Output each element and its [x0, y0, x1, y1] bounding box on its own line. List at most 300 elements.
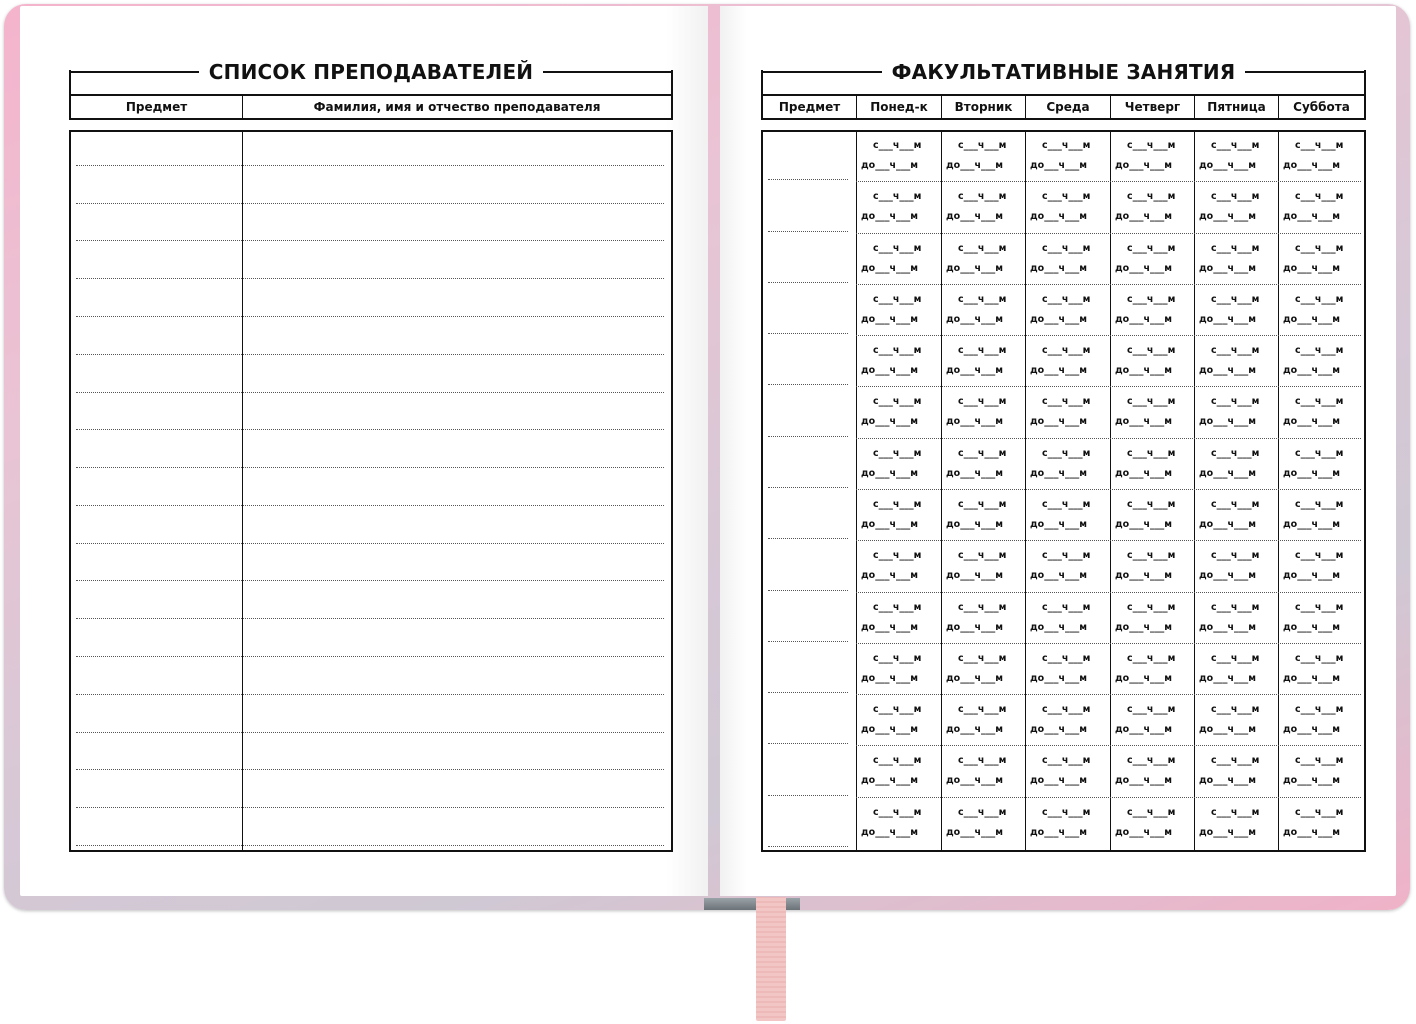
bookmark-ribbon[interactable]	[756, 897, 786, 1021]
time-slot[interactable]	[944, 696, 1028, 744]
time-slot[interactable]	[1028, 286, 1112, 334]
time-from[interactable]: с___ч___м	[1211, 447, 1260, 459]
time-slot[interactable]	[1197, 388, 1281, 436]
time-slot[interactable]	[1113, 235, 1197, 283]
time-slot[interactable]	[1281, 799, 1365, 847]
time-slot[interactable]	[944, 235, 1028, 283]
writing-line[interactable]	[76, 845, 664, 846]
time-slot[interactable]	[859, 542, 943, 590]
time-from[interactable]: с___ч___м	[873, 345, 922, 357]
time-slot[interactable]	[1281, 388, 1365, 436]
time-from[interactable]: с___ч___м	[1042, 704, 1091, 716]
time-from[interactable]: с___ч___м	[1295, 396, 1344, 408]
page-title: ФАКУЛЬТАТИВНЫЕ ЗАНЯТИЯ	[891, 60, 1236, 84]
time-from[interactable]: с___ч___м	[958, 447, 1007, 459]
time-slot[interactable]	[1281, 337, 1365, 385]
time-to[interactable]: до___ч___м	[1030, 672, 1087, 684]
time-slot[interactable]	[1028, 542, 1112, 590]
time-slot[interactable]	[1113, 132, 1197, 180]
time-slot[interactable]	[1197, 696, 1281, 744]
time-slot[interactable]	[1281, 747, 1365, 795]
time-slot[interactable]	[944, 440, 1028, 488]
time-slot[interactable]	[1028, 747, 1112, 795]
time-slot[interactable]	[1197, 235, 1281, 283]
time-to[interactable]: до___ч___м	[1199, 724, 1256, 736]
time-from[interactable]: с___ч___м	[1295, 704, 1344, 716]
time-slot[interactable]	[1197, 183, 1281, 231]
time-to[interactable]: до___ч___м	[1030, 416, 1087, 428]
time-to[interactable]: до___ч___м	[946, 621, 1003, 633]
time-from[interactable]: с___ч___м	[958, 550, 1007, 562]
time-slot[interactable]	[1028, 645, 1112, 693]
time-to[interactable]: до___ч___м	[1199, 570, 1256, 582]
writing-line[interactable]	[76, 467, 664, 468]
time-to[interactable]: до___ч___м	[1030, 519, 1087, 530]
time-from[interactable]: с___ч___м	[1042, 447, 1091, 459]
subject-writing-line[interactable]	[768, 795, 848, 796]
time-slot[interactable]	[1028, 696, 1112, 744]
writing-line[interactable]	[76, 656, 664, 657]
time-from[interactable]: с___ч___м	[1211, 345, 1260, 357]
subject-writing-line[interactable]	[768, 384, 848, 385]
time-slot[interactable]	[1197, 286, 1281, 334]
subject-writing-line[interactable]	[768, 743, 848, 744]
time-slot[interactable]	[1113, 696, 1197, 744]
time-to[interactable]: до___ч___м	[1199, 365, 1256, 377]
time-to[interactable]: до___ч___м	[1283, 211, 1340, 223]
time-slot[interactable]	[859, 594, 943, 642]
time-from[interactable]: с___ч___м	[1295, 499, 1344, 510]
time-to[interactable]: до___ч___м	[1115, 313, 1172, 325]
time-from[interactable]: с___ч___м	[1127, 140, 1176, 151]
time-slot[interactable]	[1281, 183, 1365, 231]
time-slot[interactable]	[1281, 594, 1365, 642]
time-slot[interactable]	[944, 183, 1028, 231]
subject-writing-line[interactable]	[768, 436, 848, 437]
time-slot[interactable]	[1197, 747, 1281, 795]
time-to[interactable]: до___ч___м	[946, 467, 1003, 479]
time-from[interactable]: с___ч___м	[873, 191, 922, 203]
time-to[interactable]: до___ч___м	[861, 467, 918, 479]
time-slot[interactable]	[1197, 594, 1281, 642]
time-to[interactable]: до___ч___м	[1030, 365, 1087, 377]
subject-writing-line[interactable]	[768, 179, 848, 180]
time-to[interactable]: до___ч___м	[1199, 826, 1256, 838]
time-to[interactable]: до___ч___м	[1283, 724, 1340, 736]
time-to[interactable]: до___ч___м	[946, 775, 1003, 787]
time-to[interactable]: до___ч___м	[1283, 160, 1340, 171]
time-to[interactable]: до___ч___м	[1283, 519, 1340, 530]
writing-line[interactable]	[76, 543, 664, 544]
time-from[interactable]: с___ч___м	[1127, 447, 1176, 459]
time-slot[interactable]	[944, 132, 1028, 180]
time-from[interactable]: с___ч___м	[958, 345, 1007, 357]
time-to[interactable]: до___ч___м	[861, 672, 918, 684]
column-header: Среда	[1026, 96, 1111, 118]
time-from[interactable]: с___ч___м	[1127, 550, 1176, 562]
writing-line[interactable]	[76, 203, 664, 204]
left-page	[20, 6, 708, 896]
time-to[interactable]: до___ч___м	[1030, 570, 1087, 582]
time-to[interactable]: до___ч___м	[1115, 621, 1172, 633]
time-slot[interactable]	[1113, 747, 1197, 795]
time-from[interactable]: с___ч___м	[1211, 806, 1260, 818]
writing-line[interactable]	[76, 580, 664, 581]
time-from[interactable]: с___ч___м	[1211, 140, 1260, 151]
subject-writing-line[interactable]	[768, 333, 848, 334]
time-to[interactable]: до___ч___м	[861, 416, 918, 428]
time-from[interactable]: с___ч___м	[1127, 499, 1176, 510]
subject-writing-line[interactable]	[768, 282, 848, 283]
subject-writing-line[interactable]	[768, 846, 848, 847]
time-to[interactable]: до___ч___м	[946, 570, 1003, 582]
time-to[interactable]: до___ч___м	[946, 313, 1003, 325]
time-slot[interactable]	[1281, 440, 1365, 488]
time-slot[interactable]	[1281, 491, 1365, 539]
time-to[interactable]: до___ч___м	[1115, 826, 1172, 838]
time-to[interactable]: до___ч___м	[1199, 416, 1256, 428]
writing-line[interactable]	[76, 769, 664, 770]
row-divider	[856, 643, 1361, 644]
time-slot[interactable]	[1197, 132, 1281, 180]
time-to[interactable]: до___ч___м	[1199, 211, 1256, 223]
time-slot[interactable]	[1113, 337, 1197, 385]
time-from[interactable]: с___ч___м	[1127, 345, 1176, 357]
time-from[interactable]: с___ч___м	[1211, 242, 1260, 254]
time-to[interactable]: до___ч___м	[1030, 313, 1087, 325]
time-to[interactable]: до___ч___м	[1199, 621, 1256, 633]
time-slot[interactable]	[859, 183, 943, 231]
time-slot[interactable]	[859, 132, 943, 180]
time-to[interactable]: до___ч___м	[861, 365, 918, 377]
time-slot[interactable]	[859, 337, 943, 385]
time-from[interactable]: с___ч___м	[958, 140, 1007, 151]
time-slot[interactable]	[1281, 286, 1365, 334]
time-to[interactable]: до___ч___м	[861, 570, 918, 582]
time-from[interactable]: с___ч___м	[873, 447, 922, 459]
time-to[interactable]: до___ч___м	[1283, 313, 1340, 325]
time-from[interactable]: с___ч___м	[1042, 140, 1091, 151]
time-to[interactable]: до___ч___м	[1030, 211, 1087, 223]
writing-line[interactable]	[76, 732, 664, 733]
time-to[interactable]: до___ч___м	[1115, 724, 1172, 736]
column-header: Четверг	[1111, 96, 1195, 118]
time-slot[interactable]	[944, 388, 1028, 436]
time-slot[interactable]	[859, 388, 943, 436]
time-from[interactable]: с___ч___м	[1295, 140, 1344, 151]
time-from[interactable]: с___ч___м	[1127, 755, 1176, 767]
time-to[interactable]: до___ч___м	[1283, 467, 1340, 479]
time-to[interactable]: до___ч___м	[1283, 365, 1340, 377]
time-from[interactable]: с___ч___м	[958, 601, 1007, 613]
time-from[interactable]: с___ч___м	[1211, 293, 1260, 305]
time-to[interactable]: до___ч___м	[1283, 621, 1340, 633]
subject-writing-line[interactable]	[768, 692, 848, 693]
time-slot[interactable]	[1028, 491, 1112, 539]
time-from[interactable]: с___ч___м	[1295, 755, 1344, 767]
time-from[interactable]: с___ч___м	[1211, 550, 1260, 562]
row-divider	[856, 797, 1361, 798]
time-from[interactable]: с___ч___м	[1042, 499, 1091, 510]
time-slot[interactable]	[859, 440, 943, 488]
time-slot[interactable]	[1197, 645, 1281, 693]
time-slot[interactable]	[1281, 235, 1365, 283]
time-to[interactable]: до___ч___м	[1030, 826, 1087, 838]
writing-line[interactable]	[76, 165, 664, 166]
time-from[interactable]: с___ч___м	[958, 704, 1007, 716]
row-divider	[856, 489, 1361, 490]
time-slot[interactable]	[1197, 440, 1281, 488]
writing-line[interactable]	[76, 316, 664, 317]
time-from[interactable]: с___ч___м	[1127, 242, 1176, 254]
time-to[interactable]: до___ч___м	[1030, 467, 1087, 479]
time-from[interactable]: с___ч___м	[1211, 396, 1260, 408]
time-to[interactable]: до___ч___м	[1115, 467, 1172, 479]
time-slot[interactable]	[859, 747, 943, 795]
time-slot[interactable]	[1113, 645, 1197, 693]
time-to[interactable]: до___ч___м	[1115, 416, 1172, 428]
time-slot[interactable]	[1028, 799, 1112, 847]
subject-writing-line[interactable]	[768, 231, 848, 232]
time-slot[interactable]	[859, 799, 943, 847]
time-to[interactable]: до___ч___м	[861, 519, 918, 530]
time-slot[interactable]	[1113, 286, 1197, 334]
time-to[interactable]: до___ч___м	[946, 672, 1003, 684]
writing-line[interactable]	[76, 505, 664, 506]
writing-line[interactable]	[76, 429, 664, 430]
time-from[interactable]: с___ч___м	[1042, 755, 1091, 767]
time-to[interactable]: до___ч___м	[861, 724, 918, 736]
time-to[interactable]: до___ч___м	[1030, 775, 1087, 787]
time-from[interactable]: с___ч___м	[958, 755, 1007, 767]
time-from[interactable]: с___ч___м	[1042, 242, 1091, 254]
time-slot[interactable]	[944, 286, 1028, 334]
time-from[interactable]: с___ч___м	[1127, 601, 1176, 613]
time-from[interactable]: с___ч___м	[1042, 191, 1091, 203]
time-from[interactable]: с___ч___м	[1295, 242, 1344, 254]
time-to[interactable]: до___ч___м	[1283, 672, 1340, 684]
time-to[interactable]: до___ч___м	[946, 416, 1003, 428]
writing-line[interactable]	[76, 240, 664, 241]
subject-writing-line[interactable]	[768, 538, 848, 539]
time-from[interactable]: с___ч___м	[1042, 550, 1091, 562]
time-to[interactable]: до___ч___м	[1115, 160, 1172, 171]
time-to[interactable]: до___ч___м	[1199, 262, 1256, 274]
time-slot[interactable]	[859, 491, 943, 539]
time-from[interactable]: с___ч___м	[1295, 550, 1344, 562]
time-to[interactable]: до___ч___м	[1199, 467, 1256, 479]
time-slot[interactable]	[1113, 440, 1197, 488]
title-rule-left	[69, 71, 199, 73]
title-rule-left	[761, 71, 882, 73]
time-from[interactable]: с___ч___м	[1127, 191, 1176, 203]
time-to[interactable]: до___ч___м	[861, 262, 918, 274]
time-to[interactable]: до___ч___м	[946, 211, 1003, 223]
time-slot[interactable]	[1281, 542, 1365, 590]
time-to[interactable]: до___ч___м	[1199, 160, 1256, 171]
time-from[interactable]: с___ч___м	[1127, 652, 1176, 664]
time-slot[interactable]	[859, 696, 943, 744]
time-to[interactable]: до___ч___м	[1199, 313, 1256, 325]
time-to[interactable]: до___ч___м	[946, 826, 1003, 838]
time-slot[interactable]	[1281, 645, 1365, 693]
time-from[interactable]: с___ч___м	[958, 293, 1007, 305]
time-slot[interactable]	[944, 594, 1028, 642]
time-from[interactable]: с___ч___м	[958, 806, 1007, 818]
time-slot[interactable]	[944, 491, 1028, 539]
time-to[interactable]: до___ч___м	[1115, 262, 1172, 274]
time-to[interactable]: до___ч___м	[1030, 262, 1087, 274]
time-from[interactable]: с___ч___м	[873, 396, 922, 408]
time-slot[interactable]	[1028, 594, 1112, 642]
time-slot[interactable]	[944, 337, 1028, 385]
row-divider	[856, 745, 1361, 746]
time-slot[interactable]	[1113, 542, 1197, 590]
time-to[interactable]: до___ч___м	[861, 211, 918, 223]
time-from[interactable]: с___ч___м	[1295, 601, 1344, 613]
time-to[interactable]: до___ч___м	[1283, 262, 1340, 274]
time-to[interactable]: до___ч___м	[1199, 519, 1256, 530]
time-from[interactable]: с___ч___м	[1211, 499, 1260, 510]
time-from[interactable]: с___ч___м	[958, 499, 1007, 510]
time-from[interactable]: с___ч___м	[1295, 447, 1344, 459]
time-slot[interactable]	[944, 747, 1028, 795]
time-to[interactable]: до___ч___м	[946, 365, 1003, 377]
column-header: Предмет	[763, 96, 857, 118]
time-slot[interactable]	[1028, 235, 1112, 283]
time-to[interactable]: до___ч___м	[1115, 672, 1172, 684]
time-slot[interactable]	[859, 645, 943, 693]
title-rule-right	[543, 71, 673, 73]
writing-line[interactable]	[76, 278, 664, 279]
time-from[interactable]: с___ч___м	[873, 140, 922, 151]
time-from[interactable]: с___ч___м	[1295, 806, 1344, 818]
time-to[interactable]: до___ч___м	[1030, 621, 1087, 633]
time-slot[interactable]	[1197, 542, 1281, 590]
time-to[interactable]: до___ч___м	[946, 724, 1003, 736]
time-from[interactable]: с___ч___м	[873, 601, 922, 613]
time-to[interactable]: до___ч___м	[1283, 416, 1340, 428]
time-to[interactable]: до___ч___м	[1115, 775, 1172, 787]
time-from[interactable]: с___ч___м	[873, 755, 922, 767]
time-slot[interactable]	[1028, 183, 1112, 231]
time-from[interactable]: с___ч___м	[1127, 293, 1176, 305]
time-to[interactable]: до___ч___м	[861, 313, 918, 325]
time-slot[interactable]	[1113, 594, 1197, 642]
time-slot[interactable]	[1028, 388, 1112, 436]
time-from[interactable]: с___ч___м	[873, 652, 922, 664]
time-from[interactable]: с___ч___м	[1042, 345, 1091, 357]
time-slot[interactable]	[1281, 132, 1365, 180]
time-from[interactable]: с___ч___м	[958, 652, 1007, 664]
time-to[interactable]: до___ч___м	[1115, 519, 1172, 530]
time-slot[interactable]	[944, 645, 1028, 693]
writing-line[interactable]	[76, 354, 664, 355]
time-from[interactable]: с___ч___м	[1042, 652, 1091, 664]
writing-line[interactable]	[76, 807, 664, 808]
time-from[interactable]: с___ч___м	[1295, 191, 1344, 203]
time-slot[interactable]	[1028, 132, 1112, 180]
time-to[interactable]: до___ч___м	[946, 160, 1003, 171]
time-from[interactable]: с___ч___м	[1211, 601, 1260, 613]
time-to[interactable]: до___ч___м	[1283, 570, 1340, 582]
time-slot[interactable]	[1113, 388, 1197, 436]
time-to[interactable]: до___ч___м	[1199, 775, 1256, 787]
time-slot[interactable]	[1113, 491, 1197, 539]
time-from[interactable]: с___ч___м	[1211, 652, 1260, 664]
time-to[interactable]: до___ч___м	[1115, 570, 1172, 582]
time-slot[interactable]	[1028, 337, 1112, 385]
time-to[interactable]: до___ч___м	[1115, 365, 1172, 377]
time-slot[interactable]	[944, 542, 1028, 590]
time-from[interactable]: с___ч___м	[1295, 345, 1344, 357]
time-to[interactable]: до___ч___м	[1115, 211, 1172, 223]
time-from[interactable]: с___ч___м	[873, 806, 922, 818]
time-slot[interactable]	[1197, 799, 1281, 847]
time-from[interactable]: с___ч___м	[1211, 191, 1260, 203]
subject-writing-line[interactable]	[768, 590, 848, 591]
time-from[interactable]: с___ч___м	[958, 242, 1007, 254]
time-slot[interactable]	[1113, 799, 1197, 847]
time-to[interactable]: до___ч___м	[946, 262, 1003, 274]
time-to[interactable]: до___ч___м	[1030, 724, 1087, 736]
time-from[interactable]: с___ч___м	[1295, 293, 1344, 305]
teachers-grid	[69, 130, 673, 852]
time-slot[interactable]	[1197, 491, 1281, 539]
time-from[interactable]: с___ч___м	[958, 191, 1007, 203]
time-from[interactable]: с___ч___м	[1042, 293, 1091, 305]
teachers-title-row	[69, 60, 673, 84]
time-to[interactable]: до___ч___м	[861, 775, 918, 787]
time-to[interactable]: до___ч___м	[861, 621, 918, 633]
time-from[interactable]: с___ч___м	[1042, 806, 1091, 818]
time-from[interactable]: с___ч___м	[1127, 704, 1176, 716]
time-slot[interactable]	[1197, 337, 1281, 385]
time-from[interactable]: с___ч___м	[1211, 755, 1260, 767]
time-from[interactable]: с___ч___м	[873, 242, 922, 254]
time-from[interactable]: с___ч___м	[1042, 601, 1091, 613]
time-from[interactable]: с___ч___м	[873, 499, 922, 510]
time-from[interactable]: с___ч___м	[1042, 396, 1091, 408]
subject-writing-line[interactable]	[768, 641, 848, 642]
time-to[interactable]: до___ч___м	[1283, 775, 1340, 787]
time-from[interactable]: с___ч___м	[1127, 806, 1176, 818]
writing-line[interactable]	[76, 694, 664, 695]
time-from[interactable]: с___ч___м	[1211, 704, 1260, 716]
writing-line[interactable]	[76, 618, 664, 619]
time-slot[interactable]	[1113, 183, 1197, 231]
time-to[interactable]: до___ч___м	[861, 826, 918, 838]
time-slot[interactable]	[1281, 696, 1365, 744]
subject-writing-line[interactable]	[768, 487, 848, 488]
time-to[interactable]: до___ч___м	[946, 519, 1003, 530]
time-to[interactable]: до___ч___м	[1283, 826, 1340, 838]
time-from[interactable]: с___ч___м	[958, 396, 1007, 408]
time-from[interactable]: с___ч___м	[873, 293, 922, 305]
time-from[interactable]: с___ч___м	[873, 704, 922, 716]
time-from[interactable]: с___ч___м	[1127, 396, 1176, 408]
time-to[interactable]: до___ч___м	[1199, 672, 1256, 684]
time-to[interactable]: до___ч___м	[1030, 160, 1087, 171]
time-from[interactable]: с___ч___м	[873, 550, 922, 562]
writing-line[interactable]	[76, 392, 664, 393]
time-slot[interactable]	[1028, 440, 1112, 488]
time-slot[interactable]	[859, 286, 943, 334]
time-slot[interactable]	[944, 799, 1028, 847]
time-to[interactable]: до___ч___м	[861, 160, 918, 171]
time-from[interactable]: с___ч___м	[1295, 652, 1344, 664]
time-slot[interactable]	[859, 235, 943, 283]
